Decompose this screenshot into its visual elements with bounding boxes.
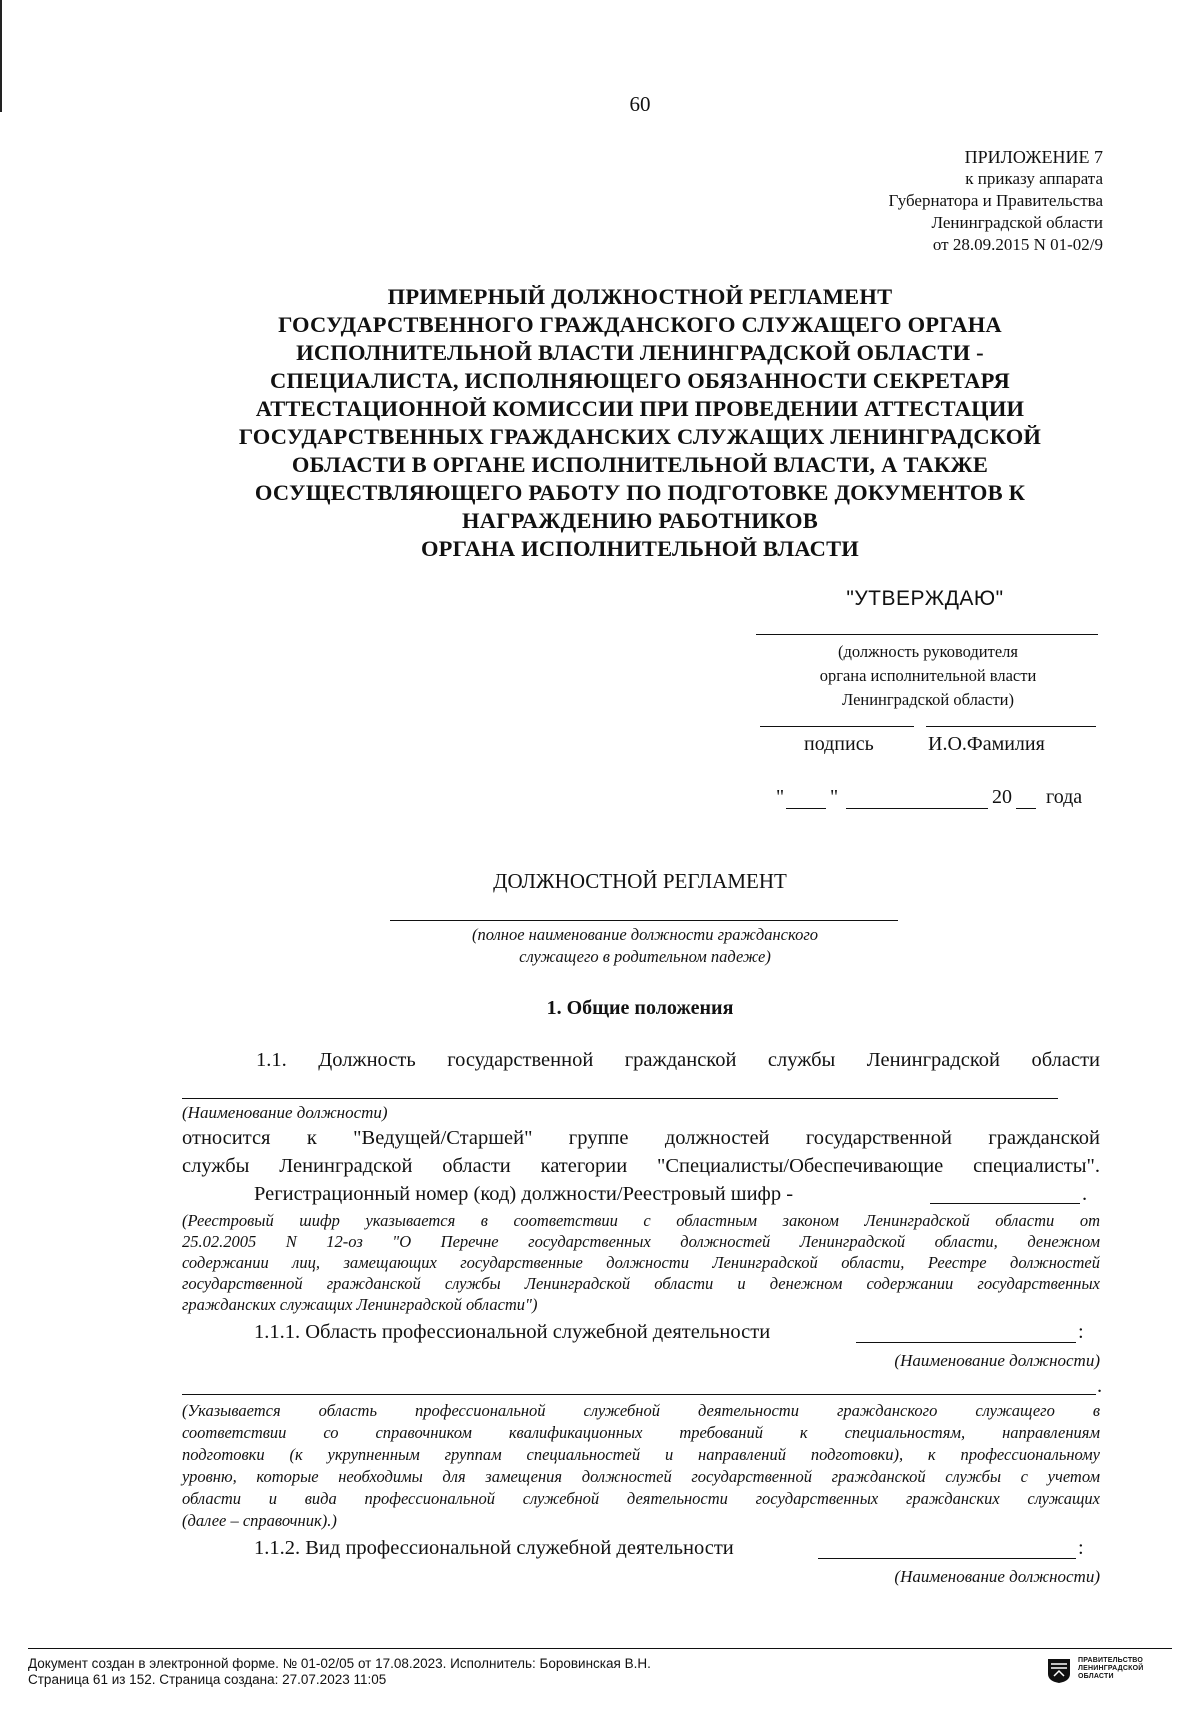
- gov-text-line: ПРАВИТЕЛЬСТВО: [1078, 1657, 1144, 1664]
- position-caption-line: органа исполнительной власти: [819, 666, 1037, 685]
- group-line-1: относится к "Ведущей/Старшей" группе должностей государственной гражданской: [182, 1127, 1100, 1149]
- title-line: ГОСУДАРСТВЕННЫХ ГРАЖДАНСКИХ СЛУЖАЩИХ ЛЕНИНГРАДСКОЙ: [238, 424, 1042, 449]
- area-note-line: области и вида профессиональной служебной деятельности государственных гражданских служащих: [182, 1489, 1100, 1508]
- regulation-hint-line: (полное наименование должности гражданского: [471, 925, 819, 944]
- activity-type-line: [818, 1558, 1076, 1559]
- area-note-line: подготовки (к укрупненным группам специальностей и направлений подготовки), к профессиональному: [182, 1445, 1100, 1464]
- title-line: ОРГАНА ИСПОЛНИТЕЛЬНОЙ ВЛАСТИ: [420, 536, 860, 561]
- regulation-title: ДОЛЖНОСТНОЙ РЕГЛАМЕНТ: [493, 869, 787, 893]
- activity-area-line-2-end: .: [1097, 1375, 1103, 1397]
- title-line: ОСУЩЕСТВЛЯЮЩЕГО РАБОТУ ПО ПОДГОТОВКЕ ДОКУМЕНТОВ К: [254, 480, 1026, 505]
- section-heading: 1. Общие положения: [546, 997, 734, 1019]
- title-line: ПРИМЕРНЫЙ ДОЛЖНОСТНОЙ РЕГЛАМЕНТ: [387, 284, 893, 309]
- regulation-hint-line: служащего в родительном падеже): [519, 947, 771, 966]
- title-line: АТТЕСТАЦИОННОЙ КОМИССИИ ПРИ ПРОВЕДЕНИИ АТТЕСТАЦИИ: [255, 396, 1025, 421]
- title-line: ОБЛАСТИ В ОРГАНЕ ИСПОЛНИТЕЛЬНОЙ ВЛАСТИ, А ТАКЖЕ: [291, 452, 989, 477]
- registry-note-line: содержании лиц, замещающих государственные должности Ленинградской области, Реестре должностей: [182, 1253, 1100, 1272]
- title-line: ИСПОЛНИТЕЛЬНОЙ ВЛАСТИ ЛЕНИНГРАДСКОЙ ОБЛАСТИ -: [296, 340, 984, 365]
- registration-number-label: Регистрационный номер (код) должности/Реестровый шифр -: [254, 1183, 794, 1205]
- registry-note-line: (Реестровый шифр указывается в соответствии с областным законом Ленинградской области от: [182, 1211, 1100, 1230]
- gov-text-line: ЛЕНИНГРАДСКОЙ: [1078, 1665, 1144, 1672]
- signature-label: подпись: [804, 733, 874, 755]
- registry-note-line: государственной гражданской службы Ленинградской области и денежном содержании государственных: [182, 1274, 1100, 1293]
- position-name-line-2: [182, 1098, 1058, 1099]
- month-line: [846, 808, 988, 809]
- title-line: ГОСУДАРСТВЕННОГО ГРАЖДАНСКОГО СЛУЖАЩЕГО ОРГАНА: [278, 312, 1002, 337]
- area-note-line: соответствии со справочником квалификационных требований к специальностям, направлениям: [182, 1423, 1100, 1442]
- paragraph-1-1-1-end: :: [1078, 1321, 1084, 1343]
- area-note-line: (Указывается область профессиональной служебной деятельности гражданского служащего в: [182, 1401, 1100, 1420]
- footer-line-1: Документ создан в электронной форме. № 01-02/05 от 17.08.2023. Исполнитель: Боровинская В.Н.: [28, 1656, 651, 1671]
- area-note-line: (далее – справочник).): [182, 1511, 337, 1530]
- paragraph-1-1-2: 1.1.2. Вид профессиональной служебной деятельности: [254, 1537, 734, 1559]
- appendix-line-2: к приказу аппарата: [965, 169, 1103, 188]
- page-number: 60: [629, 92, 651, 116]
- document-title: [190, 283, 1090, 563]
- appendix-block: [889, 146, 1103, 256]
- year-prefix: 20: [992, 786, 1012, 808]
- registration-number-line: [930, 1203, 1080, 1204]
- regulation-hint: [390, 924, 900, 968]
- appendix-line-5: от 28.09.2015 N 01-02/9: [932, 235, 1103, 254]
- name-line: [926, 726, 1096, 727]
- activity-area-hint: (Наименование должности): [894, 1351, 1100, 1370]
- date-close-quote: ": [830, 786, 839, 808]
- position-name-hint: (Наименование должности): [182, 1103, 388, 1122]
- position-caption-line: (должность руководителя: [838, 642, 1018, 661]
- group-line-2: службы Ленинградской области категории "Специалисты/Обеспечивающие специалисты".: [182, 1155, 1100, 1177]
- government-logo-icon: [1047, 1658, 1071, 1684]
- paragraph-1-1-1: 1.1.1. Область профессиональной служебной деятельности: [254, 1321, 771, 1343]
- position-name-line: [390, 920, 898, 921]
- paragraph-1-1-2-end: :: [1078, 1537, 1084, 1559]
- area-note-line: уровню, которые необходимы для замещения должностей государственной гражданской службы с учетом: [182, 1467, 1100, 1486]
- gov-text-line: ОБЛАСТИ: [1078, 1673, 1114, 1680]
- activity-area-line: [856, 1342, 1076, 1343]
- title-line: СПЕЦИАЛИСТА, ИСПОЛНЯЮЩЕГО ОБЯЗАННОСТИ СЕКРЕТАРЯ: [270, 368, 1010, 393]
- paragraph-1-1: 1.1. Должность государственной гражданской службы Ленинградской области: [256, 1049, 1100, 1071]
- registry-note-line: 25.02.2005 N 12-оз "О Перечне государственных должностей Ленинградской области, денежном: [182, 1232, 1100, 1251]
- activity-type-hint: (Наименование должности): [894, 1567, 1100, 1586]
- appendix-line-1: ПРИЛОЖЕНИЕ 7: [964, 147, 1103, 167]
- name-label: И.О.Фамилия: [928, 733, 1045, 755]
- day-line: [786, 808, 826, 809]
- position-caption: [758, 640, 1098, 712]
- approve-label: "УТВЕРЖДАЮ": [846, 587, 1004, 610]
- registration-number-end: .: [1082, 1183, 1088, 1205]
- government-text: [1078, 1657, 1143, 1681]
- appendix-line-4: Ленинградской области: [931, 213, 1103, 232]
- year-line: [1016, 808, 1036, 809]
- appendix-line-3: Губернатора и Правительства: [888, 191, 1103, 210]
- registry-note-line: гражданских служащих Ленинградской области"): [182, 1295, 538, 1314]
- title-line: НАГРАЖДЕНИЮ РАБОТНИКОВ: [462, 508, 818, 533]
- position-caption-line: Ленинградской области): [842, 690, 1014, 709]
- footer-info: [28, 1656, 651, 1688]
- position-signature-line: [756, 634, 1098, 635]
- footer-divider: [28, 1648, 1172, 1649]
- footer-line-2: Страница 61 из 152. Страница создана: 27.07.2023 11:05: [28, 1672, 387, 1687]
- activity-area-line-2: [182, 1394, 1096, 1395]
- date-open-quote: ": [776, 786, 785, 808]
- signature-line: [760, 726, 914, 727]
- year-suffix: года: [1046, 786, 1083, 808]
